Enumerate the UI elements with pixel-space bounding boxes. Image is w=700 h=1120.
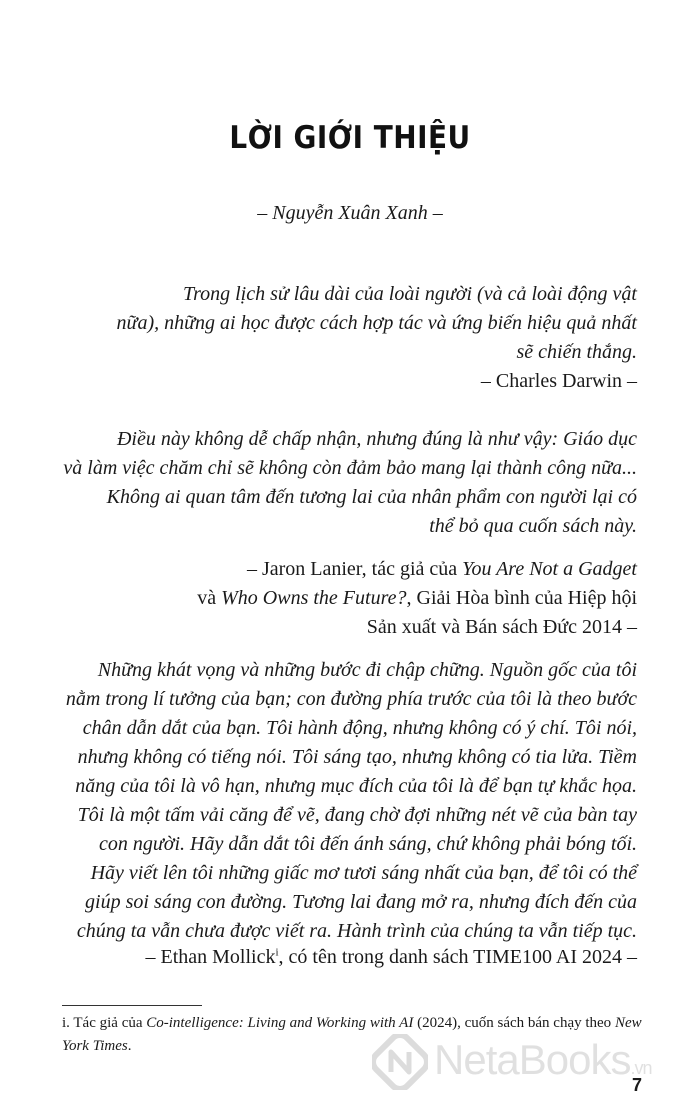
quote-line: giúp soi sáng con đường. Tương lai đang mở ra, nhưng đích đến của bbox=[85, 891, 637, 913]
book-title: Who Owns the Future? bbox=[221, 587, 407, 609]
footnote-text: . bbox=[127, 1038, 132, 1054]
quote-line: thể bỏ qua cuốn sách này. bbox=[429, 515, 637, 537]
attribution-line: Sản xuất và Bán sách Đức 2014 – bbox=[366, 616, 637, 638]
attribution-text: , Giải Hòa bình của Hiệp hội bbox=[406, 587, 637, 609]
footnote-text: i. Tác giả của bbox=[62, 1015, 147, 1031]
quote-line: Tôi là một tấm vải căng để vẽ, đang chờ đợi những nét vẽ của bàn tay bbox=[77, 804, 637, 826]
attribution-line bbox=[37, 555, 637, 584]
epigraph-attribution-lanier bbox=[37, 555, 637, 642]
quote-line: nhưng không có tiếng nói. Tôi sáng tạo, nhưng không có tia lửa. Tiềm bbox=[77, 746, 637, 768]
attribution-line bbox=[17, 943, 637, 972]
quote-line: Hãy viết lên tôi những giấc mơ tươi sáng nhất của bạn, để tôi có thể bbox=[90, 862, 637, 884]
footnote-text: (2024), cuốn sách bán chạy theo bbox=[413, 1015, 615, 1031]
quote-line: con người. Hãy dẫn dắt tôi đến ánh sáng, chứ không phải bóng tối. bbox=[99, 833, 637, 855]
footnote-book-title: Co-intelligence: Living and Working with AI bbox=[146, 1015, 414, 1031]
attribution-text: – Jaron Lanier, tác giả của bbox=[246, 558, 463, 580]
footnote-divider bbox=[62, 1005, 202, 1006]
quote-line: năng của tôi là vô hạn, nhưng mục đích của tôi là để bạn tự khắc họa. bbox=[75, 775, 637, 797]
epigraph-attribution-darwin: – Charles Darwin – bbox=[480, 370, 637, 392]
quote-line: Những khát vọng và những bước đi chập chững. Nguồn gốc của tôi bbox=[97, 659, 637, 681]
quote-line: Trong lịch sử lâu dài của loài người (và cả loài động vật bbox=[183, 283, 637, 305]
epigraph-quote-lanier bbox=[37, 425, 637, 541]
quote-line: chúng ta vẫn chưa được viết ra. Hành trình của chúng ta vẫn tiếp tục. bbox=[76, 920, 637, 942]
attribution-text: , có tên trong danh sách TIME100 AI 2024 – bbox=[278, 946, 637, 968]
watermark-text bbox=[434, 1036, 651, 1084]
quote-line: chân dẫn dắt của bạn. Tôi hành động, nhưng không có ý chí. Tôi nói, bbox=[82, 717, 637, 739]
chapter-title: LỜI GIỚI THIỆU bbox=[229, 120, 471, 156]
quote-line: nữa), những ai học được cách hợp tác và ứng biến hiệu quả nhất bbox=[116, 312, 637, 334]
quote-line: Không ai quan tâm đến tương lai của nhân phẩm con người lại có bbox=[106, 486, 637, 508]
watermark-brand: NetaBooks bbox=[434, 1036, 631, 1083]
book-title: You Are Not a Gadget bbox=[462, 558, 637, 580]
attribution-text: – Ethan Mollick bbox=[145, 946, 276, 968]
quote-line: nằm trong lí tưởng của bạn; con đường phía trước của tôi là theo bước bbox=[65, 688, 637, 710]
attribution-text: và bbox=[197, 587, 222, 609]
footnote-marker: i bbox=[275, 946, 279, 959]
watermark bbox=[372, 1032, 672, 1092]
chapter-author: – Nguyễn Xuân Xanh – bbox=[257, 202, 443, 224]
attribution-line bbox=[37, 584, 637, 613]
page-number: 7 bbox=[631, 1075, 642, 1095]
quote-line: và làm việc chăm chỉ sẽ không còn đảm bảo mang lại thành công nữa... bbox=[63, 457, 637, 479]
footnote-newspaper: New York Times bbox=[62, 1015, 642, 1054]
epigraph-attribution-mollick bbox=[17, 943, 637, 972]
quote-line: sẽ chiến thắng. bbox=[516, 341, 637, 363]
epigraph-quote-mollick bbox=[17, 656, 637, 946]
watermark-domain: .vn bbox=[630, 1058, 652, 1078]
quote-line: Điều này không dễ chấp nhận, nhưng đúng là như vậy: Giáo dục bbox=[116, 428, 637, 450]
netabooks-logo-icon bbox=[372, 1034, 428, 1090]
epigraph-quote-darwin bbox=[77, 280, 637, 367]
